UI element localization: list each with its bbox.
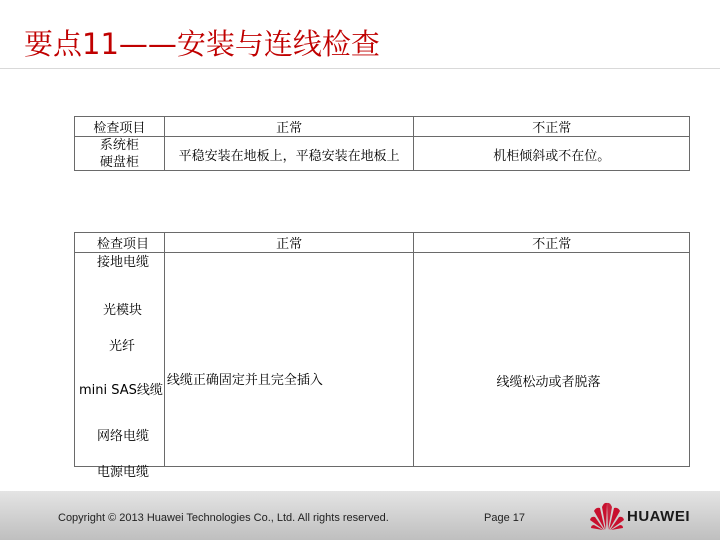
cabinet-check-table [74,116,690,171]
check-items-cell [75,137,165,171]
header-normal: 正常 [164,117,414,137]
slide-title: 要点11——安装与连线检查 [24,27,380,61]
footer-bar [0,491,720,540]
table-row [75,137,690,171]
item-power-cable: 电源电缆 [97,465,150,480]
header-normal: 正常 [164,233,414,253]
normal-cell [164,253,414,467]
item-ground-cable: 接地电缆 [97,255,150,270]
huawei-flower-icon [590,501,624,531]
cable-check-table [74,232,690,480]
abnormal-cell [414,253,690,467]
normal-cell: 平稳安装在地板上，平稳安装在地板上 [164,137,414,171]
item-disk-enclosure: 硬盘柜 [99,155,139,170]
huawei-logo [590,501,690,531]
check-items-cell [75,253,165,480]
item-optical-fiber: 光纤 [109,339,136,354]
abnormal-cell: 机柜倾斜或不在位。 [414,137,690,171]
header-abnormal: 不正常 [414,233,690,253]
normal-text: 线缆正确固定并且完全插入 [166,373,323,388]
logo-wordmark: HUAWEI [627,507,690,525]
header-check-item: 检查项目 [75,117,165,137]
item-optical-module: 光模块 [103,303,143,318]
table-header-row [75,117,690,137]
item-mini-sas-cable: mini SAS线缆 [79,383,163,398]
header-check-item: 检查项目 [75,233,165,253]
item-network-cable: 网络电缆 [97,429,150,444]
table-header-row [75,233,690,253]
copyright-text: Copyright © 2013 Huawei Technologies Co., Ltd. All rights reserved. [58,512,389,524]
abnormal-text: 线缆松动或者脱落 [496,375,601,390]
title-divider [0,68,720,69]
header-abnormal: 不正常 [414,117,690,137]
page-number: Page 17 [484,512,525,524]
item-system-cabinet: 系统柜 [99,138,139,153]
table-row [75,253,690,467]
